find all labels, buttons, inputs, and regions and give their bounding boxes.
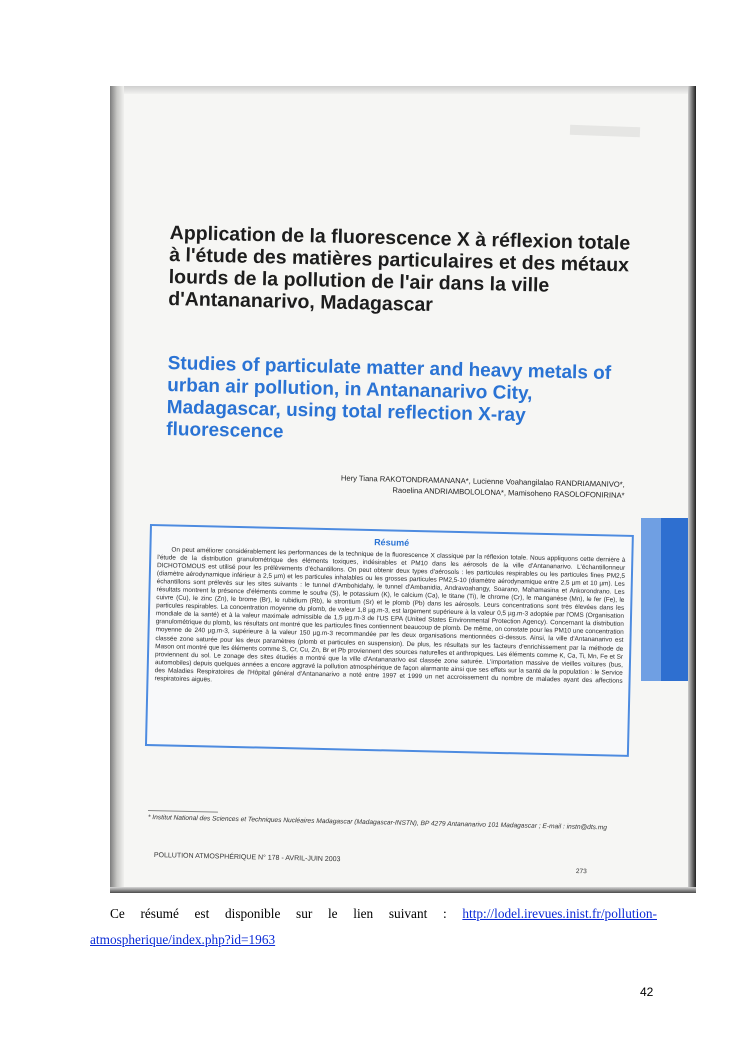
- scan-ghost-mark: [570, 125, 640, 137]
- blue-page-tab: [641, 518, 688, 681]
- scan-page-number: 273: [575, 868, 587, 876]
- authors: [275, 472, 625, 501]
- footnote: * Institut National des Sciences et Techniques Nucléaires Madagascar (Madagascar-INSTN), BP 4279 Antananarivo 101 Madagascar ; E-mail : instn@dts.mg: [147, 814, 608, 832]
- resume-text: On peut améliorer considérablement les performances de la technique de la fluorescence X classique par la réflexion totale. Nous appliquons cette dernière à l'étude de la distribution granulométrique des éléments toxiques, indésirables et PM10 dans les aérosols de la ville d'Antananarivo. L'échantillonneur DICHOTOMOUS est utilisé pour les prélèvements d'échantillons. On peut obtenir deux types d'aérosols : les particules respirables ou les particules fines PM2,5 (diamètre aérodynamique inférieur à 2,5 µm) et les particules inhalables ou les grosses particules PM2,5-10 (diamètre aérodynamique entre 2,5 µm et 10 µm). Les échantillons sont prélevés sur les sites suivants : le tunnel d'Ambohidahy, le tunnel d'Ambanidia, Andravoahangy, Soarano, Mahamasina et Ankorondrano. Les résultats montrent la présence d'éléments comme le soufre (S), le potassium (K), le calcium (Ca), le titane (Ti), le chrome (Cr), le manganèse (Mn), le fer (Fe), le cuivre (Cu), le zinc (Zn), le brome (Br), le rubidium (Rb), le strontium (Sr) et le plomb (Pb) dans les aérosols. Leurs concentrations sont très élevées dans les particules respirables. La concentration moyenne du plomb, de valeur 1,8 µg.m-3, est largement supérieure à la valeur 0,5 µg.m-3 adoptée par l'OMS (Organisation mondiale de la santé) et à la valeur maximale admissible de 1,5 µg.m-3 de l'US EPA (United States Environmental Protection Agency). Concernant la distribution granulométrique du plomb, les résultats ont montré que les particules fines contiennent beaucoup de plomb. De même, on constate pour les PM10 une concentration moyenne de 240 µg.m-3, supérieure à la valeur 150 µg.m-3 recommandée par les deux organisations mentionnées ci-dessus. Ainsi, la ville d'Antananarivo est classée zone saturée pour les deux paramètres (plomb et particules en suspension). De plus, les résultats sur les facteurs d'enrichissement par la méthode de Mason ont montré que les éléments comme S, Cr, Cu, Zn, Br et Pb proviennent des sources naturelles et anthropiques. Les éléments comme K, Ca, Ti, Mn, Fe et Sr proviennent du sol. Le zonage des sites étudiés a montré que la ville d'Antananarivo est classée zone saturée. L'importation massive de vieilles voitures (bus, automobiles) depuis quelques années a encore aggravé la pollution atmosphérique de façon alarmante ainsi que ses effets sur la santé de la population : le Service des Maladies Respiratoires de l'Hôpital général d'Antananarivo a noté entre 1997 et 1999 un net accroissement du nombre de malades ayant des affections respiratoires aiguës.: [154, 546, 626, 685]
- resume-box: [145, 524, 634, 757]
- caption-text: Ce résumé est disponible sur le lien suivant :: [110, 906, 463, 921]
- resume-heading: Résumé: [374, 537, 410, 548]
- footnote-divider: [148, 810, 218, 813]
- authors-line-1: Hery Tiana RAKOTONDRAMANANA*, Lucienne Voahangilalao RANDRIAMANIVO*,: [340, 473, 625, 489]
- scan-bottom-edge: [110, 887, 696, 893]
- scanned-article-page: [110, 86, 696, 893]
- scan-top-edge: [110, 86, 696, 94]
- scan-right-edge: [688, 86, 696, 893]
- english-title: Studies of particulate matter and heavy metals of urban air pollution, in Antananarivo City, Madagascar, using total reflection X-ray fluorescence: [166, 353, 612, 443]
- availability-caption: [90, 901, 657, 953]
- journal-reference: POLLUTION ATMOSPHÉRIQUE N° 178 - AVRIL-JUIN 2003: [153, 852, 341, 864]
- authors-line-2: Raoelina ANDRIAMBOLOLONA*, Mamisoheno RASOLOFONIRINA*: [392, 485, 625, 500]
- article-link[interactable]: http://lodel.irevues.inist.fr/pollution-atmospherique/index.php?id=1963: [90, 906, 657, 947]
- scan-left-edge: [110, 86, 124, 893]
- page-number: 42: [640, 985, 654, 999]
- french-title: Application de la fluorescence X à réflexion totale à l'étude des matières particulaires et des métaux lourds de la pollution de l'air dans la ville d'Antananarivo, Madagascar: [168, 222, 631, 316]
